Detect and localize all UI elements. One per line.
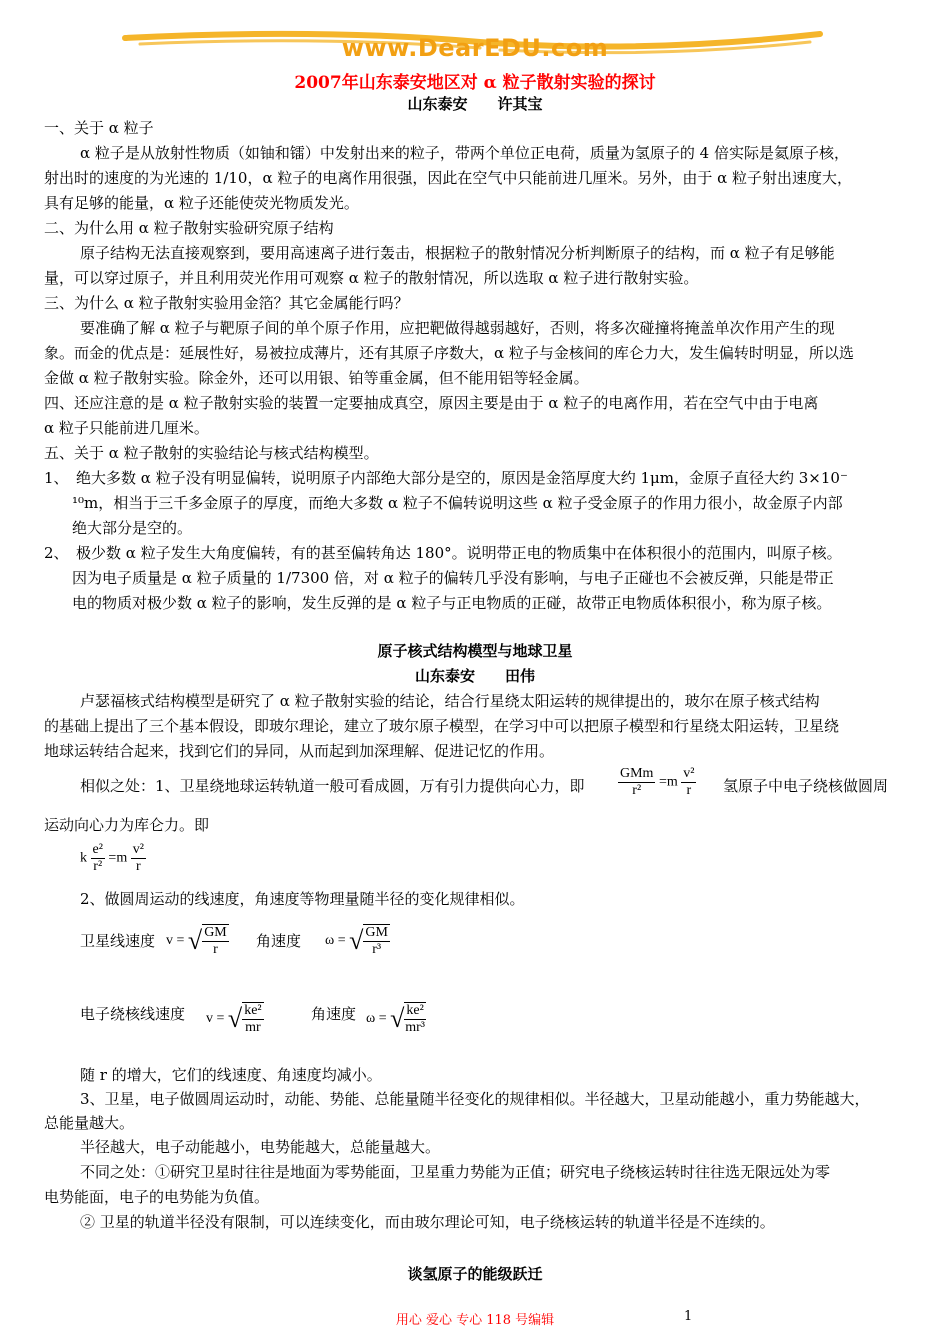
article-title: 原子核式结构模型与地球卫星 (377, 642, 573, 660)
formula-lhs: ω = (325, 933, 346, 949)
paragraph-line: 相似之处：1、卫星绕地球运转轨道一般可看成圆，万有引力提供向心力，即 (80, 777, 585, 795)
section-heading: 三、为什么 α 粒子散射实验用金箔？其它金属能行吗？ (44, 294, 409, 312)
formula-denominator: r (135, 859, 141, 874)
formula-lhs: ω = (366, 1011, 387, 1027)
formula-denominator: r² (632, 783, 642, 798)
page-title: 2007年山东泰安地区对 α 粒子散射实验的探讨 (294, 73, 656, 93)
article-author: 山东泰安 田伟 (414, 667, 535, 685)
paragraph-line: 的基础上提出了三个基本假设，即玻尔理论，建立了玻尔原子模型，在学习中可以把原子模型和行星绕太阳运转，卫星绕 (44, 717, 840, 735)
formula-constant: k (80, 850, 87, 866)
formula-electron-velocity: v = √ $\frac{\text{ke²}}{mr}$ (206, 1003, 262, 1035)
formula-label: 角速度 (256, 932, 302, 950)
formula-denominator: mr³ (405, 1020, 425, 1035)
paragraph-line: 电势能面，电子的电势能为负值。 (44, 1188, 270, 1206)
formula-numerator: v² (132, 842, 144, 857)
formula-numerator: ke² (406, 1003, 424, 1018)
paragraph-line: 3、卫星，电子做圆周运动时，动能、势能、总能量随半径变化的规律相似。半径越大，卫星动能越小，重力势能越大， (80, 1090, 870, 1108)
section-heading: 五、关于 α 粒子散射的实验结论与核式结构模型。 (44, 444, 379, 462)
section-heading: 一、关于 α 粒子 (44, 119, 154, 137)
section-heading: 二、为什么用 α 粒子散射实验研究原子结构 (44, 219, 334, 237)
paragraph-line: 具有足够的能量，α 粒子还能使荧光物质发光。 (44, 194, 359, 212)
formula-satellite-velocity: v = √ $\frac{GM}{r}$ (166, 925, 227, 957)
paragraph-line: ② 卫星的轨道半径没有限制，可以连续变化，而由玻尔理论可知，电子绕核运转的轨道半径是不连续的。 (80, 1213, 775, 1231)
paragraph-line: 2、做圆周运动的线速度，角速度等物理量随半径的变化规律相似。 (80, 890, 525, 908)
paragraph-line: 氢原子中电子绕核做圆周 (723, 777, 889, 795)
paragraph-line: 象。而金的优点是：延展性好，易被拉成薄片，还有其原子序数大，α 粒子与金核间的库仑力大，发生偏转时明显，所以选 (44, 344, 854, 362)
section-heading: 四、还应注意的是 α 粒子散射实验的装置一定要抽成真空，原因主要是由于 α 粒子的电离作用，若在空气中由于电离 (44, 394, 819, 412)
paragraph-line: 总能量越大。 (44, 1114, 135, 1132)
formula-numerator: v² (683, 766, 695, 781)
list-item-continued: 电的物质对极少数 α 粒子的影响，发生反弹的是 α 粒子与正电物质的正碰，故带正电物质体积很小，称为原子核。 (72, 594, 832, 612)
formula-denominator: r (686, 783, 692, 798)
formula-numerator: GM (204, 925, 227, 940)
paragraph-line: 随 r 的增大，它们的线速度、角速度均减小。 (80, 1066, 382, 1084)
article-title: 谈氢原子的能级跃迁 (407, 1265, 543, 1283)
list-item: 1、 绝大多数 α 粒子没有明显偏转，说明原子内部绝大部分是空的，原因是金箔厚度大约 1μm，金原子直径大约 3×10⁻ (44, 469, 848, 487)
formula-numerator: GM (365, 925, 388, 940)
paragraph-line: 地球运转结合起来，找到它们的异同，从而起到加深理解、促进记忆的作用。 (44, 742, 555, 760)
paragraph-line: 卢瑟福核式结构模型是研究了 α 粒子散射实验的结论，结合行星绕太阳运转的规律提出的，玻尔在原子核式结构 (80, 692, 820, 710)
formula-lhs: v = (166, 933, 185, 949)
formula-numerator: ke² (244, 1003, 262, 1018)
paragraph-line: 射出时的速度的为光速的 1/10，α 粒子的电离作用很强，因此在空气中只能前进几厘米。另外，由于 α 粒子射出速度大， (44, 169, 853, 187)
formula-label: 角速度 (311, 1005, 357, 1023)
list-item-continued: 绝大部分是空的。 (72, 519, 193, 537)
formula-electron-angular: ω = √ $\frac{\text{ke²}}{\text{mr³}}$ (366, 1003, 425, 1035)
site-logo[interactable]: www.DearEDU.com (341, 34, 609, 62)
author: 山东泰安 许其宝 (407, 95, 543, 113)
formula-denominator: mr (245, 1020, 261, 1035)
formula-coulomb (80, 842, 146, 875)
paragraph-line: 不同之处：①研究卫星时往往是地面为零势能面，卫星重力势能为正值；研究电子绕核运转时往往选无限远处为零 (80, 1163, 831, 1181)
page-number: 1 (684, 1309, 693, 1324)
formula-equals: =m (108, 850, 128, 866)
paragraph-line: 金做 α 粒子散射实验。除金外，还可以用银、铂等重金属，但不能用铝等轻金属。 (44, 369, 589, 387)
list-item-continued: 因为电子质量是 α 粒子质量的 1/7300 倍，对 α 粒子的偏转几乎没有影响，与电子正碰也不会被反弹，只能是带正 (72, 569, 834, 587)
paragraph-line: 要准确了解 α 粒子与靶原子间的单个原子作用，应把靶做得越弱越好，否则，将多次碰撞将掩盖单次作用产生的现 (80, 319, 835, 337)
formula-numerator: GMm (620, 766, 654, 781)
footer-text: 用心 爱心 专心 118 号编辑 (395, 1313, 555, 1328)
list-item-continued: ¹⁰m，相当于三千多金原子的厚度，而绝大多数 α 粒子不偏转说明这些 α 粒子受金原子的作用力很小，故金原子内部 (72, 494, 843, 512)
formula-denominator: r² (93, 859, 103, 874)
paragraph-line: α 粒子是从放射性物质（如铀和镭）中发射出来的粒子，带两个单位正电荷，质量为氢原子的 4 倍实际是氦原子核， (80, 144, 849, 162)
list-item: 2、 极少数 α 粒子发生大角度偏转，有的甚至偏转角达 180°。说明带正电的物质集中在体积很小的范围内，叫原子核。 (44, 544, 842, 562)
formula-denominator: r (213, 942, 218, 957)
paragraph-line: 运动向心力为库仑力。即 (44, 816, 210, 834)
formula-satellite-angular: ω = √ $\frac{GM}{\text{r³}}$ (325, 925, 388, 957)
formula-denominator: r³ (372, 942, 382, 957)
paragraph-line: 半径越大，电子动能越小，电势能越大，总能量越大。 (80, 1138, 441, 1156)
formula-gravity (618, 766, 696, 799)
paragraph-line: 量，可以穿过原子，并且利用荧光作用可观察 α 粒子的散射情况，所以选取 α 粒子进行散射实验。 (44, 269, 699, 287)
formula-numerator: e² (92, 842, 103, 857)
formula-lhs: v = (206, 1011, 225, 1027)
formula-label: 卫星线速度 (80, 932, 156, 950)
formula-label: 电子绕核线速度 (80, 1005, 186, 1023)
paragraph-line: 原子结构无法直接观察到，要用高速离子进行轰击，根据粒子的散射情况分析判断原子的结构，而 α 粒子有足够能 (80, 244, 835, 262)
formula-equals: =m (658, 774, 678, 790)
paragraph-line: α 粒子只能前进几厘米。 (44, 419, 209, 437)
